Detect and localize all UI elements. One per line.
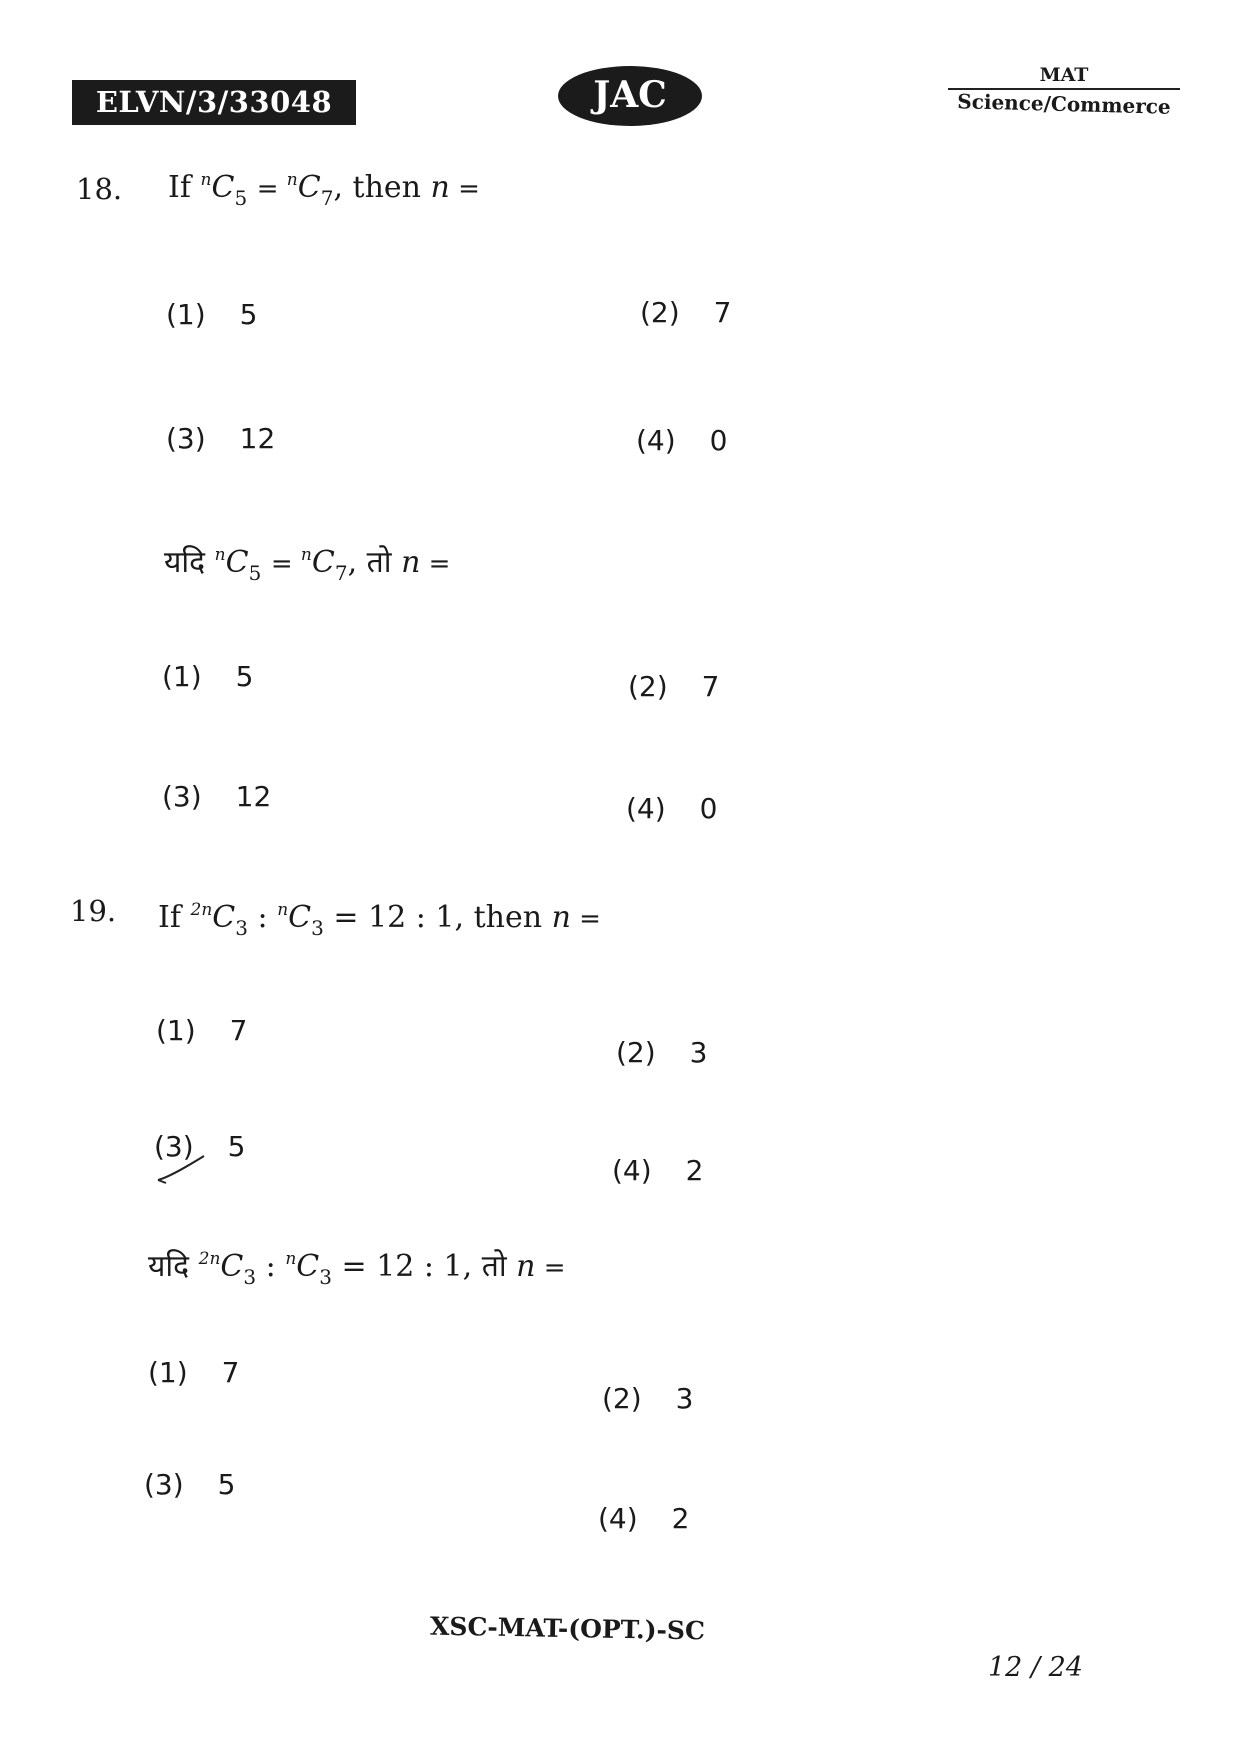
option-item — [636, 424, 728, 457]
option-label: (2) — [602, 1382, 642, 1415]
stem-sub: 3 — [235, 916, 248, 940]
option-label: (3) — [154, 1130, 194, 1163]
stem-suffix: , तो — [347, 545, 392, 580]
option-label: (2) — [616, 1036, 656, 1069]
question-stem-hindi: यदि $^{2n}C_3$ : $^nC_3 = 12$ : 1, तो n = — [148, 1249, 566, 1289]
option-value: 7 — [701, 670, 720, 703]
option-value: 5 — [227, 1130, 246, 1163]
stem-sub: 7 — [320, 186, 334, 210]
option-value: 5 — [239, 298, 258, 331]
stem-sup: n — [300, 545, 312, 565]
option-value: 12 — [235, 780, 272, 813]
option-item — [156, 1014, 248, 1047]
stem-sub: 5 — [234, 186, 248, 210]
stream-name: Science/Commerce — [957, 89, 1171, 119]
stem-ratio: = 12 : 1 — [341, 1249, 463, 1284]
stem-variable: n — [551, 900, 571, 935]
option-item — [598, 1502, 690, 1535]
stem-suffix: , then — [454, 900, 543, 935]
stem-prefix: यदि — [164, 545, 206, 580]
option-label: (1) — [162, 660, 202, 693]
option-value: 7 — [713, 296, 732, 329]
option-value: 3 — [675, 1382, 694, 1415]
question-stem-english: If $^{2n}C_3$ : $^nC_3 = 12$ : 1, then n = — [158, 900, 601, 940]
option-value: 0 — [709, 424, 728, 457]
question-stem-english: If $^nC_5 = ^nC_7$, then n = — [168, 170, 480, 210]
option-item — [166, 298, 258, 331]
option-label: (3) — [162, 780, 202, 813]
option-label: (1) — [166, 298, 206, 331]
option-label: (3) — [144, 1468, 184, 1501]
option-value: 7 — [221, 1356, 240, 1389]
option-label: (1) — [156, 1014, 196, 1047]
option-value: 3 — [689, 1036, 708, 1069]
option-label: (4) — [636, 424, 676, 457]
option-item — [628, 670, 720, 703]
stem-sup: 2n — [198, 1249, 221, 1269]
stem-sup: n — [214, 545, 226, 565]
stem-sup: n — [277, 900, 289, 920]
page-number: 12 / 24 — [988, 1652, 1083, 1683]
option-label: (3) — [166, 422, 206, 455]
stem-sub: 3 — [319, 1265, 332, 1289]
exam-code-badge: ELVN/3/33048 — [72, 80, 356, 125]
option-value: 7 — [229, 1014, 248, 1047]
question-number: 18. — [76, 172, 123, 206]
option-value: 2 — [671, 1502, 690, 1535]
board-logo: JAC — [558, 66, 702, 126]
stem-sub: 3 — [243, 1265, 257, 1289]
stem-variable: n — [516, 1249, 536, 1284]
option-item — [602, 1382, 694, 1415]
option-label: (4) — [612, 1154, 652, 1187]
option-item — [162, 660, 254, 693]
stem-sub: 3 — [311, 916, 324, 940]
stem-prefix: यदि — [148, 1249, 190, 1284]
stem-sup: n — [286, 170, 298, 190]
stem-suffix: , then — [333, 170, 421, 205]
option-item — [148, 1356, 240, 1389]
stem-prefix: If — [158, 900, 181, 935]
option-value: 12 — [239, 422, 276, 455]
stem-suffix: , तो — [462, 1249, 507, 1284]
option-label: (1) — [148, 1356, 188, 1389]
stem-sup: 2n — [190, 900, 213, 920]
option-value: 5 — [217, 1468, 236, 1501]
option-value: 5 — [235, 660, 254, 693]
stem-sup: n — [285, 1249, 297, 1269]
question-stem-hindi: यदि $^nC_5 = ^nC_7$, तो n = — [164, 545, 451, 585]
option-item — [616, 1036, 708, 1069]
option-value: 2 — [685, 1154, 704, 1187]
check-mark-icon — [152, 1150, 212, 1190]
stem-variable: n — [430, 170, 450, 205]
option-item — [640, 296, 732, 329]
option-item — [612, 1154, 704, 1187]
stem-prefix: If — [168, 170, 191, 205]
option-label: (2) — [628, 670, 668, 703]
option-item — [166, 422, 275, 455]
stem-variable: n — [401, 545, 421, 580]
stem-sup: n — [200, 170, 212, 190]
option-item — [162, 780, 271, 813]
stem-sub: 7 — [334, 561, 348, 585]
subject-name: MAT — [1039, 64, 1089, 86]
option-label: (4) — [598, 1502, 638, 1535]
option-item — [626, 792, 718, 825]
subject-block — [948, 64, 1180, 119]
paper-code: XSC-MAT-(OPT.)-SC — [429, 1611, 706, 1646]
question-number: 19. — [70, 894, 117, 928]
option-value: 0 — [699, 792, 718, 825]
option-item — [144, 1468, 236, 1501]
stem-sub: 5 — [248, 561, 262, 585]
stem-ratio: = 12 : 1 — [333, 900, 455, 935]
option-label: (4) — [626, 792, 666, 825]
option-label: (2) — [640, 296, 680, 329]
